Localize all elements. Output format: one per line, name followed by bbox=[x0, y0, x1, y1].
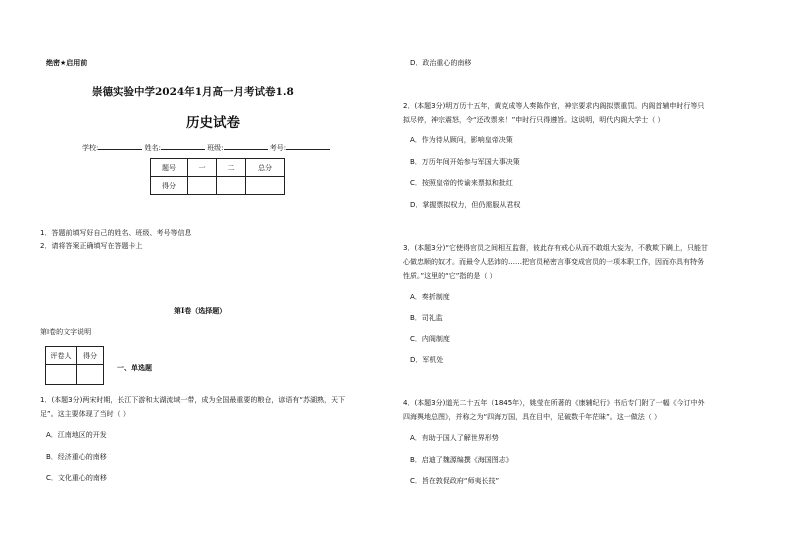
score-row-label: 得分 bbox=[151, 177, 188, 195]
q2-option-c[interactable]: C．按照皇帝的传谕来票拟和批红 bbox=[410, 179, 513, 187]
grader-header-cell: 评卷人 bbox=[46, 347, 77, 365]
q3-line2: 心做忠顺的奴才。而最令人恶沛的……把官员秘密言事变成官员的一项本职工作，因而亦具有特务 bbox=[403, 258, 704, 266]
score-header-cell: 一 bbox=[188, 159, 217, 177]
grader-table bbox=[45, 346, 104, 385]
subject-title: 历史试卷 bbox=[186, 115, 240, 131]
q1-option-b[interactable]: B．经济重心的南移 bbox=[46, 453, 107, 461]
score-cell[interactable] bbox=[217, 177, 246, 195]
grader-cell[interactable] bbox=[46, 365, 77, 385]
note-item: 1．答题前填写好自己的姓名、班级、考号等信息 bbox=[40, 229, 192, 237]
note-item: 2．请将答案正确填写在答题卡上 bbox=[40, 242, 143, 250]
exam-no-label: 考号: bbox=[269, 144, 287, 152]
part-title: 一、单选题 bbox=[117, 364, 152, 372]
score-table bbox=[150, 158, 285, 195]
q4-line1: 4．(本题3分)道光二十五年（1845年），姚莹在所著的《康辅纪行》书后专门附了一幅《今订中外 bbox=[403, 399, 705, 407]
class-blank[interactable] bbox=[224, 149, 268, 150]
section-note: 第I卷的文字说明 bbox=[40, 328, 92, 336]
q3-line3: 性质。”这里的“它”指的是（ ） bbox=[403, 272, 497, 280]
q3-option-d[interactable]: D．军机处 bbox=[410, 356, 444, 364]
q4-option-c[interactable]: C．旨在敦促政府“师夷长技” bbox=[410, 477, 500, 485]
q3-line1: 3．(本题3分)“它使得官员之间相互监督，彼此存有戒心从而不敢组大妄为，不教欺下瞒上，只能甘 bbox=[403, 244, 708, 252]
q4-line2: 四海舆地总图》，并称之为“四海万国，具在目中，足破数千年茫昧”。这一做法（ ） bbox=[403, 413, 661, 421]
q2-option-d[interactable]: D．掌握票拟权力，但仍需服从君权 bbox=[410, 201, 521, 209]
q2-line1: 2．(本题3分)明万历十五年，黄克成等人奏陈作官，神宗要求内阁拟票重罚。内阁首辅申时行等只 bbox=[403, 102, 705, 110]
q3-option-b[interactable]: B．司礼监 bbox=[410, 314, 443, 322]
info-line bbox=[82, 143, 330, 153]
score-cell[interactable] bbox=[188, 177, 217, 195]
class-label: 班级: bbox=[207, 144, 224, 152]
q2-option-a[interactable]: A．作为待从顾问，影响皇帝决策 bbox=[410, 136, 513, 144]
exam-no-blank[interactable] bbox=[286, 149, 330, 150]
secret-label: 绝密★启用前 bbox=[46, 59, 88, 67]
grader-header-cell: 得分 bbox=[77, 347, 104, 365]
q4-option-a[interactable]: A．有助于国人了解世界形势 bbox=[410, 434, 499, 442]
school-title: 崇德实验中学2024年1月高一月考试卷1.8 bbox=[92, 86, 294, 98]
grader-cell[interactable] bbox=[77, 365, 104, 385]
score-header-cell: 二 bbox=[217, 159, 246, 177]
name-blank[interactable] bbox=[161, 149, 205, 150]
section-title: 第I卷（选择题） bbox=[174, 306, 227, 315]
q1-option-a[interactable]: A．江南地区的开发 bbox=[46, 431, 107, 439]
q3-option-c[interactable]: C．内阁制度 bbox=[410, 335, 450, 343]
q1-line2: 足”。这主要体现了当时（ ） bbox=[40, 410, 130, 418]
q1-option-c[interactable]: C．文化重心的南移 bbox=[46, 474, 107, 482]
score-cell[interactable] bbox=[246, 177, 285, 195]
school-blank[interactable] bbox=[98, 149, 142, 150]
score-header-cell: 题号 bbox=[151, 159, 188, 177]
q3-option-a[interactable]: A．奏折制度 bbox=[410, 293, 450, 301]
score-header-cell: 总分 bbox=[246, 159, 285, 177]
q2-option-b[interactable]: B．万历年间开始参与军国大事决策 bbox=[410, 158, 520, 166]
school-label: 学校: bbox=[82, 144, 99, 152]
name-label: 姓名: bbox=[144, 144, 161, 152]
q1-option-d[interactable]: D．政治重心的南移 bbox=[410, 59, 472, 67]
q1-line1: 1．(本题3分)两宋时期，长江下游和太湖流域一带，成为全国最重要的粮仓，谚语有“苏湖熟，天下 bbox=[40, 396, 345, 404]
q4-option-b[interactable]: B．启迪了魏源编撰《海国图志》 bbox=[410, 456, 513, 464]
q2-line2: 拟尽停，神宗震怒，令“还改票来！”申时行只得遵旨。这说明，明代内阁大学士（ ） bbox=[403, 116, 665, 124]
